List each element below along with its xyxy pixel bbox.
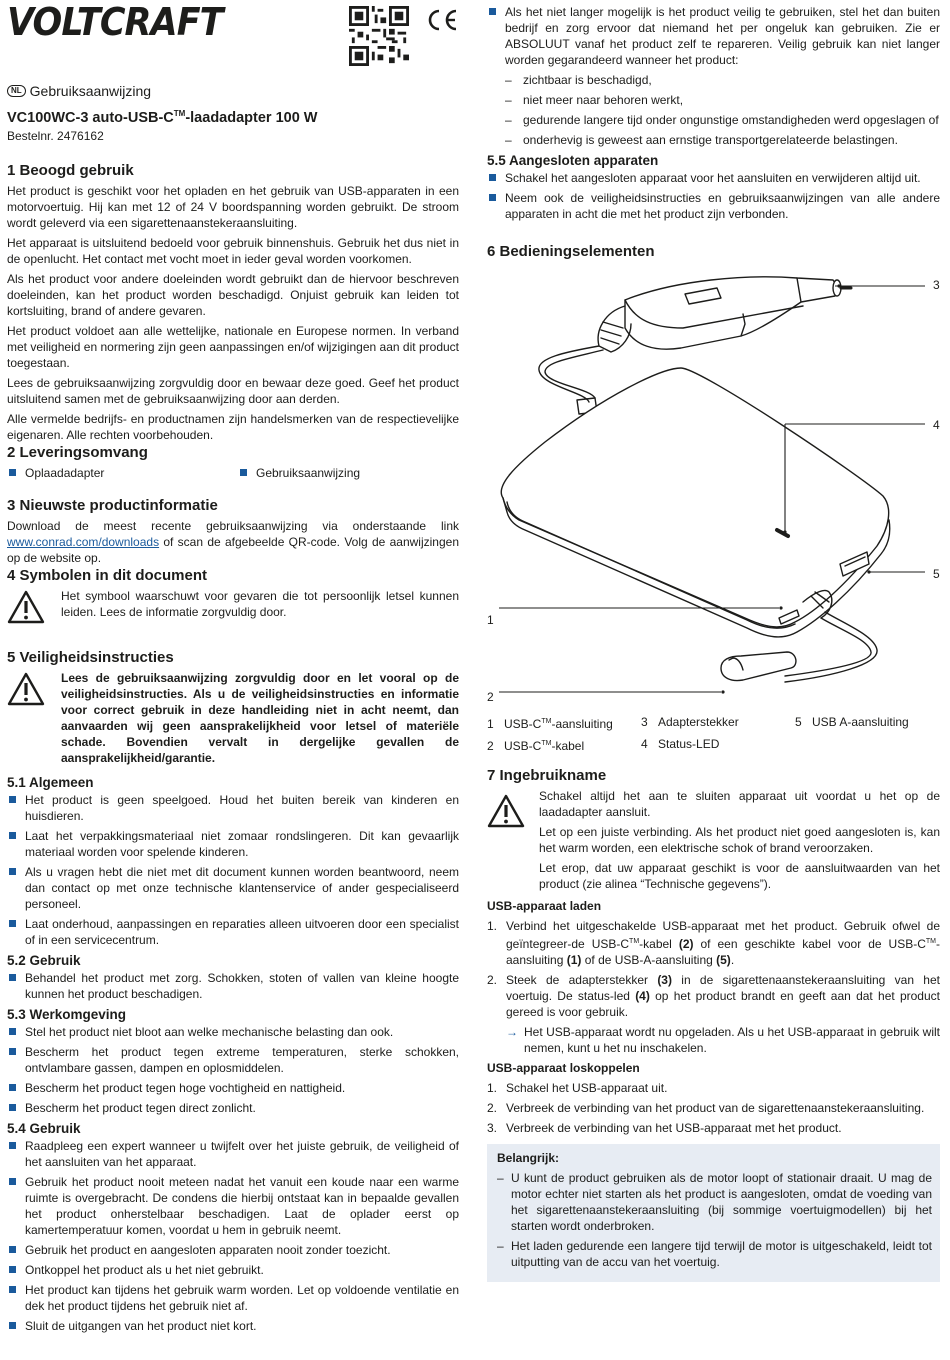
list-item — [7, 1242, 459, 1258]
bullet-icon — [9, 1084, 16, 1091]
section-commissioning — [487, 766, 940, 1282]
step-text: of de USB-A-aansluiting — [581, 953, 717, 967]
list-item-text: onderhevig is geweest aan ernstige transportgerelateerde belastingen. — [523, 133, 898, 147]
list-item-text: Laat onderhoud, aanpassingen en reparaties alleen uitvoeren door een specialist of in een servicecentrum. — [25, 917, 459, 947]
subsection-title: 5.4 Gebruik — [7, 1121, 81, 1136]
list-item-text: zichtbaar is beschadigd, — [523, 73, 652, 87]
text: Download de meest recente gebruiksaanwijzing via onderstaande link — [7, 519, 459, 533]
list-item — [7, 970, 459, 1002]
step-item — [487, 972, 940, 1020]
legend-num: 2 — [487, 739, 494, 753]
section-title: 5 Veiligheidsinstructies — [7, 649, 174, 666]
legend-num: 1 — [487, 717, 494, 731]
product-title-rest: -laadadapter 100 W — [185, 109, 318, 126]
list-item — [7, 864, 459, 912]
brand-logo: VOLTCRAFT — [7, 0, 223, 44]
important-note-box — [487, 1144, 940, 1282]
bullet-icon — [9, 1104, 16, 1111]
step-text: Verbreek de verbinding van het product van de sigarettenaanstekeraansluiting. — [506, 1101, 925, 1115]
legend-item — [641, 736, 795, 754]
paragraph: Het apparaat is uitsluitend bedoeld voor gebruik binnenshuis. Gebruik het dus niet in de openlucht. Het contact met vocht moet in ieder geval worden voorkomen. — [7, 236, 459, 266]
legend-text: Status-LED — [658, 737, 720, 751]
list-item-text: gedurende langere tijd onder ongunstige omstandigheden werd opgeslagen of — [523, 113, 939, 127]
ref-number: (3) — [657, 973, 672, 987]
paragraph — [7, 518, 459, 566]
section-title: 3 Nieuwste productinformatie — [7, 497, 218, 514]
paragraph: Lees de gebruiksaanwijzing zorgvuldig door en bewaar deze goed. Geef het product uitsluitend samen met de gebruiksaanwijzing door aan derden. — [7, 376, 459, 406]
list-item — [7, 828, 459, 860]
trademark-sup: TM — [925, 938, 936, 945]
list-item-text: Laat het verpakkingsmateriaal niet zomaar rondslingeren. Dit kan gevaarlijk materiaal worden voor spelende kinderen. — [25, 829, 459, 859]
step-number: 1. — [487, 919, 498, 933]
ce-mark-icon — [425, 8, 459, 32]
list-item-text: Schakel het aangesloten apparaat voor het aansluiten en verwijderen altijd uit. — [505, 171, 921, 185]
list-item-text: Bescherm het product tegen extreme temperaturen, sterke schokken, ontvlambare gassen, dampen en oplosmiddelen. — [25, 1045, 459, 1075]
list-item-text: Als het niet langer mogelijk is het product veilig te gebruiken, stel het dan buiten bedrijf en zorg ervoor dat niemand het per ongeluk kan gebruiken. Zie er ABSOLUUT vanaf het product zelf te repareren. Veilig gebruik kan niet langer worden gegarandeerd wanneer het product: — [505, 5, 940, 67]
list-item-text: Het product is geen speelgoed. Houd het buiten bereik van kinderen en huisdieren. — [25, 793, 459, 823]
bullet-icon — [9, 1048, 16, 1055]
bullet-icon — [240, 469, 247, 476]
step-item — [487, 918, 940, 968]
list-item — [487, 4, 940, 68]
language-badge: NL — [7, 85, 26, 97]
list-item-text: Het product kan tijdens het gebruik warm worden. Let op voldoende ventilatie en dek het product tijdens het gebruik niet af. — [25, 1283, 459, 1313]
bullet-icon — [9, 1322, 16, 1329]
list-item — [7, 1174, 459, 1238]
list-item-text: Neem ook de veiligheidsinstructies en gebruiksaanwijzingen van alle andere apparaten in acht die met het product zijn verbonden. — [505, 191, 940, 221]
list-item — [7, 1318, 459, 1334]
note-item — [497, 1170, 932, 1234]
warning-triangle-icon — [7, 672, 45, 706]
list-item-text: Sluit de uitgangen van het product niet kort. — [25, 1319, 257, 1333]
ref-number: (4) — [635, 989, 650, 1003]
subsection-title: 5.5 Aangesloten apparaten — [487, 153, 659, 168]
doc-type: Gebruiksaanwijzing — [29, 83, 152, 99]
list-item — [7, 792, 459, 824]
warning-text: Let erop, dat uw apparaat geschikt is voor de aansluitwaarden van het product (zie alinea “Technische gegevens”). — [539, 861, 940, 891]
bullet-icon — [9, 1246, 16, 1253]
note-text: U kunt de product gebruiken als de motor loopt of stationair draait. U mag de motor echter niet starten als het product is aangesloten, omdat de voeding van het sigarettenaanstekeraansluiting (bij sommige voertuigmodellen) bij het starten wordt onderbroken. — [511, 1171, 932, 1233]
ref-number: (5) — [716, 953, 731, 967]
callout-1: 1 — [487, 613, 494, 627]
step-number: 2. — [487, 1101, 498, 1115]
list-item — [7, 1282, 459, 1314]
bullet-icon — [489, 194, 496, 201]
section-title: 4 Symbolen in dit document — [7, 567, 208, 584]
subsection-title: 5.2 Gebruik — [7, 953, 81, 968]
legend-text: USB-C — [504, 717, 542, 731]
list-item-text: Gebruik het product nooit meteen nadat het vanuit een koude naar een warme ruimte is overgebracht. De condens die hierbij ontstaat kan in bepaalde gevallen het product onherstelbaar beschadigen. Laat de oplader eerst op kamertemperatuur komen, voordat u hem in gebruik neemt. — [25, 1175, 459, 1237]
note-text: Het laden gedurende een langere tijd terwijl de motor is uitgeschakeld, leidt tot uitputting van de accu van het voertuig. — [511, 1239, 932, 1269]
bullet-icon — [9, 469, 16, 476]
dash: – — [497, 1171, 504, 1185]
list-item-text: niet meer naar behoren werkt, — [523, 93, 684, 107]
legend-text: Adapterstekker — [658, 715, 739, 729]
legend-text: -kabel — [551, 739, 585, 753]
download-link[interactable]: www.conrad.com/downloads — [7, 535, 160, 549]
list-item — [7, 1138, 459, 1170]
legend-num: 4 — [641, 737, 648, 751]
legend-num: 5 — [795, 715, 802, 729]
legend-item — [487, 714, 641, 732]
step-text: . — [730, 953, 735, 967]
product-title-main: VC100WC-3 auto-USB-C — [7, 109, 174, 126]
paragraph: Alle vermelde bedrijfs- en productnamen zijn handelsmerken van de respectievelijke eigenaren. Alle rechten voorbehouden. — [7, 412, 459, 442]
ref-number: (2) — [678, 937, 694, 951]
bullet-icon — [9, 1178, 16, 1185]
section-title: 6 Bedieningselementen — [487, 243, 655, 260]
callout-4: 4 — [933, 418, 940, 432]
step-text: op het product brandt en geeft aan dat het product gereed is voor gebruik. — [506, 989, 940, 1019]
section-delivery — [7, 443, 459, 485]
legend-item — [487, 736, 641, 754]
callout-5: 5 — [933, 567, 940, 581]
bullet-icon — [9, 868, 16, 875]
callout-layer — [487, 348, 940, 349]
section-safety-continued — [487, 4, 940, 226]
subsection-title: 5.3 Werkomgeving — [7, 1007, 127, 1022]
list-item — [7, 1262, 459, 1278]
paragraph: Het product voldoet aan alle wettelijke, nationale en Europese normen. In verband met veiligheid en normering zijn geen aanpassingen en/of wijzigingen aan dit product toegestaan. — [7, 324, 459, 370]
legend-text: USB-C — [504, 739, 542, 753]
subsection-title: 5.1 Algemeen — [7, 775, 94, 790]
bullet-icon — [9, 796, 16, 803]
list-item-text: Als u vragen hebt die niet met dit document kunnen worden beantwoord, neem dan contact op met onze technische klantenservice of ander gespecialiseerd personeel. — [25, 865, 459, 911]
section-product-info — [7, 496, 459, 570]
list-item-text: Bescherm het product tegen direct zonlicht. — [25, 1101, 256, 1115]
bullet-icon — [9, 920, 16, 927]
note-title: Belangrijk: — [497, 1151, 560, 1165]
section-intended-use — [7, 161, 459, 447]
qr-code — [349, 6, 409, 66]
list-item — [7, 1080, 459, 1096]
list-item-text: Stel het product niet bloot aan welke mechanische belasting dan ook. — [25, 1025, 394, 1039]
step-text: -aansluiting — [506, 937, 940, 967]
list-item-text: Raadpleeg een expert wanneer u twijfelt over het juiste gebruik, de veiligheid of het aansluiten van het apparaat. — [25, 1139, 459, 1169]
list-item-text: Ontkoppel het product als u het niet gebruikt. — [25, 1263, 264, 1277]
step-text: Verbind het uitgeschakelde USB-apparaat met het product. Gebruik ofwel de geïntegreer-de USB-C — [506, 919, 940, 951]
list-item — [7, 1024, 459, 1040]
sub-list-item: – onderhevig is geweest aan ernstige transportgerelateerde belastingen. — [505, 133, 898, 147]
step-text: in de sigarettenaanstekeraansluiting van het voertuig. De status-led — [506, 973, 940, 1003]
bullet-icon — [9, 974, 16, 981]
step-text: Schakel het USB-apparaat uit. — [506, 1081, 668, 1095]
subsection-title: USB-apparaat loskoppelen — [487, 1061, 640, 1075]
list-item-text: Gebruiksaanwijzing — [256, 466, 361, 480]
bullet-icon — [489, 174, 496, 181]
legend-item — [641, 714, 795, 732]
product-title — [7, 106, 318, 126]
warning-text: Let op een juiste verbinding. Als het product niet goed aangesloten is, kan het warm worden, een elektrische schok of brand veroorzaken. — [539, 825, 940, 855]
step-text: Verbreek de verbinding van het USB-apparaat met het product. — [506, 1121, 842, 1135]
trademark-sup: TM — [629, 938, 640, 945]
list-item — [7, 1100, 459, 1116]
list-item — [7, 465, 238, 481]
list-item — [7, 916, 459, 948]
bullet-icon — [9, 1286, 16, 1293]
text: of scan de afgebeelde QR-code. Volg de aanwijzingen op de website op. — [7, 535, 459, 565]
section-title: 7 Ingebruikname — [487, 767, 607, 784]
bullet-icon — [9, 1142, 16, 1149]
section-controls — [487, 242, 940, 262]
bullet-icon — [9, 832, 16, 839]
legend-text: -aansluiting — [551, 717, 613, 731]
paragraph: Het product is geschikt voor het opladen en het gebruik van USB-apparaten in een motorvoertuig. Hij kan met 12 of 24 V boordspanning worden gebruikt. De stroom wordt geleverd via een sigarettenaanstekeraansluiting. — [7, 184, 459, 230]
sub-list-item: – zichtbaar is beschadigd, — [505, 73, 652, 87]
step-item — [487, 1100, 940, 1116]
list-item — [7, 1044, 459, 1076]
step-text: Steek de adapterstekker — [506, 973, 658, 987]
step-number: 3. — [487, 1121, 498, 1135]
arrow-right-icon: → — [506, 1025, 518, 1039]
sub-list-item: – niet meer naar behoren werkt, — [505, 93, 684, 107]
bullet-icon — [9, 1028, 16, 1035]
legend-item — [795, 714, 940, 732]
list-item — [487, 170, 940, 186]
list-item-text: Gebruik het product en aangesloten apparaten nooit zonder toezicht. — [25, 1243, 391, 1257]
result-note — [487, 1024, 940, 1056]
dash: – — [497, 1239, 504, 1253]
list-item-text: Behandel het product met zorg. Schokken, stoten of vallen van kleine hoogte kunnen het product beschadigen. — [25, 971, 459, 1001]
step-text: -kabel — [639, 937, 679, 951]
subsection-title: USB-apparaat laden — [487, 899, 602, 913]
warning-text: Het symbool waarschuwt voor gevaren die tot persoonlijk letsel kunnen leiden. Lees de informatie zorgvuldig door. — [61, 589, 459, 619]
trademark-sup: TM — [541, 740, 552, 747]
legend-text: USB A-aansluiting — [812, 715, 909, 729]
section-title: 1 Beoogd gebruik — [7, 162, 134, 179]
sub-list-item: – gedurende langere tijd onder ongunstige omstandigheden werd opgeslagen of — [505, 113, 939, 127]
paragraph: Als het product voor andere doeleinden wordt gebruikt dan de hiervoor beschreven doeleinden, kan het product worden beschadigd. Onjuist gebruik kan leiden tot kortsluiting, brand of andere gevaren. — [7, 272, 459, 318]
list-item-text: Bescherm het product tegen hoge vochtigheid en nattigheid. — [25, 1081, 346, 1095]
bullet-icon — [9, 1266, 16, 1273]
step-number: 2. — [487, 973, 498, 987]
product-illustration — [485, 266, 947, 710]
section-title: 2 Leveringsomvang — [7, 444, 148, 461]
list-item — [238, 465, 360, 481]
result-text: Het USB-apparaat wordt nu opgeladen. Als u het USB-apparaat in gebruik wilt nemen, kunt u het nu inschakelen. — [524, 1025, 940, 1055]
callout-2: 2 — [487, 690, 494, 704]
step-item — [487, 1120, 940, 1136]
controls-legend — [487, 714, 940, 754]
order-number: Bestelnr. 2476162 — [7, 129, 104, 143]
doc-type-line — [7, 83, 151, 99]
legend-num: 3 — [641, 715, 648, 729]
callout-3: 3 — [933, 278, 940, 292]
warning-text: Lees de gebruiksaanwijzing zorgvuldig door en let vooral op de veiligheidsinstructies. Als u de veiligheidsinstructies en informatie voor correct gebruik in deze handleiding niet in acht neemt, dan aanvaarden wij geen aansprakelijkheid voor letsel of materiële schade. Bovendien vervalt in dergelijke gevallen de aansprakelijkheid/garantie. — [61, 671, 459, 765]
warning-triangle-icon — [7, 590, 45, 624]
list-item — [487, 190, 940, 222]
section-symbols — [7, 566, 459, 624]
trademark-sup: TM — [541, 718, 552, 725]
step-text: of een geschikte kabel voor de USB-C — [693, 937, 926, 951]
trademark-sup: TM — [173, 109, 186, 118]
step-item — [487, 1080, 940, 1096]
warning-triangle-icon — [487, 794, 525, 828]
warning-text: Schakel altijd het aan te sluiten apparaat uit voordat u het op de laadadapter aansluit. — [539, 789, 940, 819]
ref-number: (1) — [566, 953, 582, 967]
note-item — [497, 1238, 932, 1270]
step-number: 1. — [487, 1081, 498, 1095]
section-safety — [7, 648, 459, 1338]
list-item-text: Oplaadadapter — [25, 466, 105, 480]
bullet-icon — [489, 8, 496, 15]
